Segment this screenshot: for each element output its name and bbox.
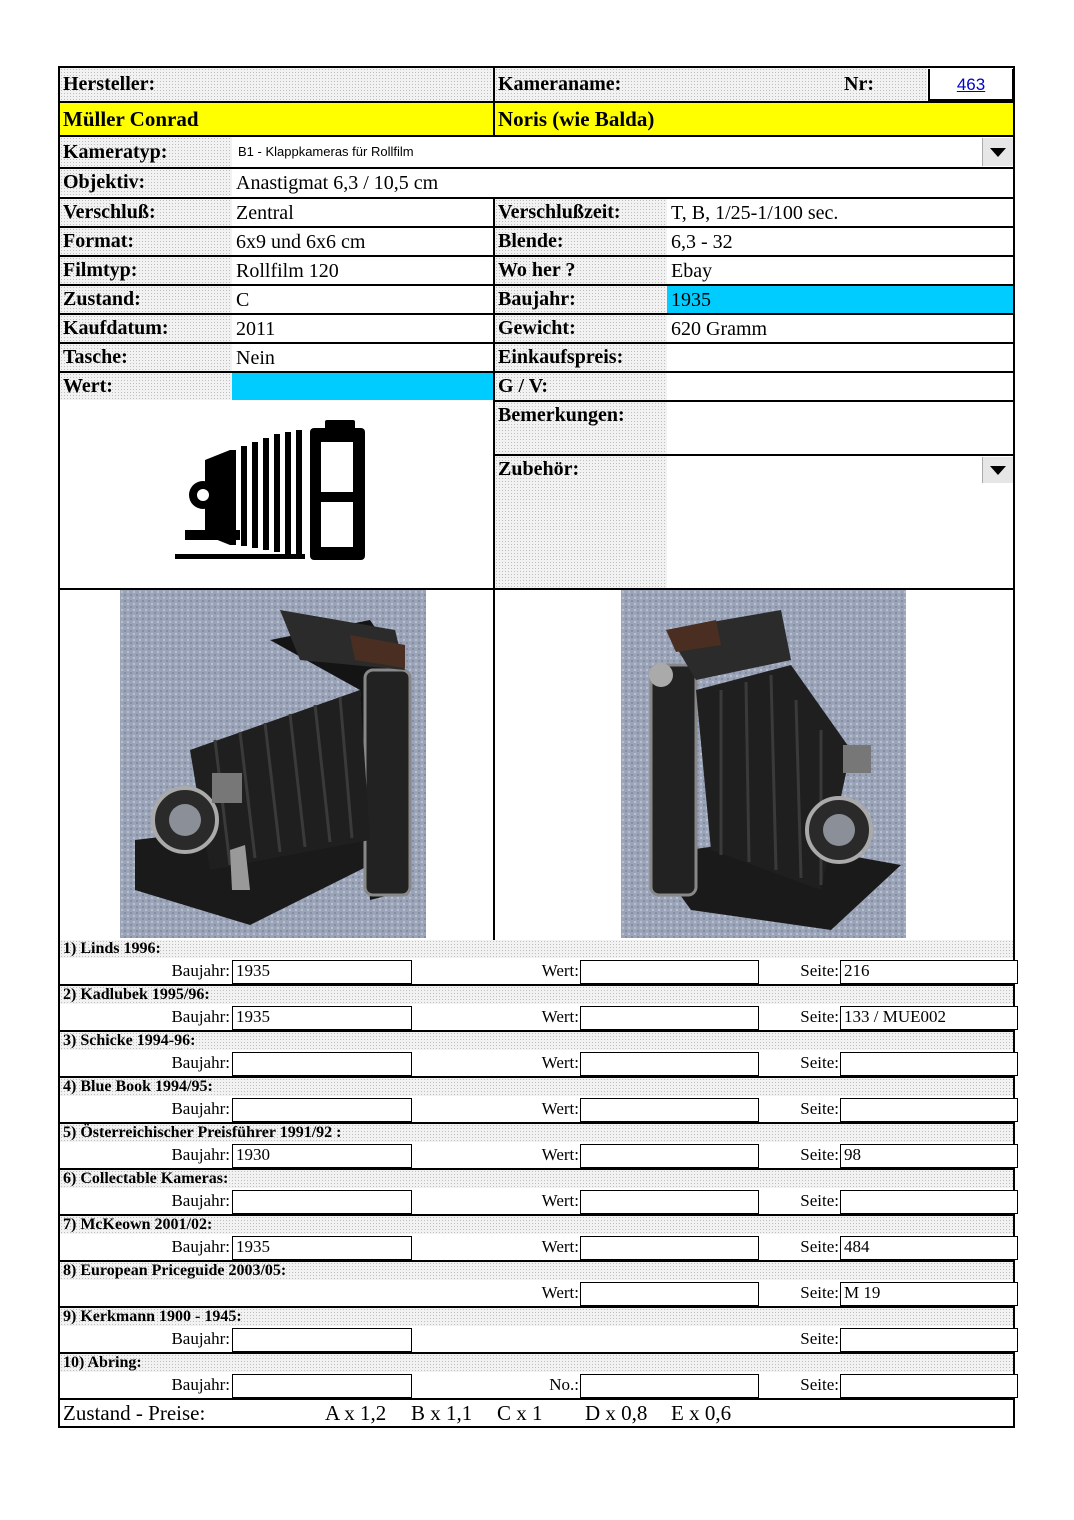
reference-wert-field[interactable] — [580, 1098, 759, 1122]
reference-wert-label: Wert: — [541, 1053, 579, 1072]
reference-baujahr-field[interactable]: 1935 — [232, 1006, 412, 1030]
reference-wert-label: Wert: — [541, 1099, 579, 1118]
reference-wert-field[interactable] — [580, 1190, 759, 1214]
nr-label: Nr: — [844, 73, 874, 95]
reference-title: 4) Blue Book 1994/95: — [60, 1078, 1013, 1096]
hersteller-value: Müller Conrad — [60, 103, 493, 135]
reference-baujahr-label: Baujahr: — [171, 1237, 230, 1256]
verschlusszeit-label: Verschlußzeit: — [495, 199, 667, 226]
reference-title: 5) Österreichischer Preisführer 1991/92 : — [60, 1124, 1013, 1142]
camera-photo-right — [621, 590, 906, 938]
kameratyp-label: Kameratyp: — [60, 137, 232, 167]
blende-value: 6,3 - 32 — [671, 231, 733, 253]
reference-seite-field[interactable] — [840, 1098, 1018, 1122]
reference-baujahr-field[interactable] — [232, 1374, 412, 1398]
filmtyp-label: Filmtyp: — [60, 257, 232, 284]
reference-seite-field[interactable]: 216 — [840, 960, 1018, 984]
reference-seite-label: Seite: — [800, 1099, 839, 1118]
reference-wert-label: Wert: — [541, 1237, 579, 1256]
reference-wert-label: Wert: — [541, 1007, 579, 1026]
reference-seite-label: Seite: — [800, 1053, 839, 1072]
wert-label: Wert: — [60, 373, 232, 400]
reference-baujahr-field[interactable] — [232, 1052, 412, 1076]
objektiv-value: Anastigmat 6,3 / 10,5 cm — [236, 172, 439, 194]
factor-b: B x 1,1 — [411, 1401, 473, 1425]
reference-seite-field[interactable]: 98 — [840, 1144, 1018, 1168]
reference-wert-field[interactable] — [580, 1236, 759, 1260]
objektiv-label: Objektiv: — [60, 169, 232, 196]
reference-baujahr-label: Baujahr: — [171, 1099, 230, 1118]
wert-value — [232, 373, 493, 400]
bemerkungen-label: Bemerkungen: — [495, 402, 667, 454]
reference-baujahr-label: Baujahr: — [171, 1053, 230, 1072]
kaufdatum-value: 2011 — [236, 318, 276, 340]
woher-value: Ebay — [671, 260, 713, 282]
reference-seite-label: Seite: — [800, 1329, 839, 1348]
reference-title: 1) Linds 1996: — [60, 940, 1013, 958]
reference-wert-label: Wert: — [541, 1145, 579, 1164]
chevron-down-icon[interactable] — [982, 457, 1013, 483]
reference-seite-label: Seite: — [800, 1237, 839, 1256]
kameraname-value: Noris (wie Balda) — [495, 103, 1013, 135]
reference-baujahr-label: Baujahr: — [171, 1145, 230, 1164]
kameratyp-select[interactable] — [232, 137, 1013, 167]
reference-wert-label: Wert: — [541, 1191, 579, 1210]
reference-wert-label: Wert: — [541, 961, 579, 980]
nr-value[interactable]: 463 — [928, 69, 1014, 101]
zustand-label: Zustand: — [60, 286, 232, 313]
reference-seite-label: Seite: — [800, 1375, 839, 1394]
reference-seite-field[interactable] — [840, 1374, 1018, 1398]
baujahr-label: Baujahr: — [495, 286, 667, 313]
reference-baujahr-field[interactable] — [232, 1328, 412, 1352]
reference-title: 6) Collectable Kameras: — [60, 1170, 1013, 1188]
reference-baujahr-field[interactable]: 1930 — [232, 1144, 412, 1168]
gv-label: G / V: — [495, 373, 667, 400]
reference-title: 3) Schicke 1994-96: — [60, 1032, 1013, 1050]
kameraname-label: Kameraname: — [495, 68, 927, 101]
format-label: Format: — [60, 228, 232, 255]
reference-baujahr-label: Baujahr: — [171, 1329, 230, 1348]
tasche-label: Tasche: — [60, 344, 232, 371]
reference-wert-field[interactable] — [580, 1144, 759, 1168]
reference-title: 9) Kerkmann 1900 - 1945: — [60, 1308, 1013, 1326]
format-value: 6x9 und 6x6 cm — [236, 231, 366, 253]
reference-baujahr-field[interactable] — [232, 1098, 412, 1122]
hersteller-label: Hersteller: — [60, 68, 493, 101]
kameratyp-value: B1 - Klappkameras für Rollfilm — [238, 144, 414, 159]
gewicht-label: Gewicht: — [495, 315, 667, 342]
reference-seite-field[interactable]: M 19 — [840, 1282, 1018, 1306]
reference-baujahr-field[interactable]: 1935 — [232, 960, 412, 984]
einkaufspreis-label: Einkaufspreis: — [495, 344, 667, 371]
einkaufspreis-value — [667, 344, 1013, 371]
camera-record-sheet — [58, 66, 1015, 1428]
reference-wert-field[interactable] — [580, 1282, 759, 1306]
reference-wert-field[interactable] — [580, 1006, 759, 1030]
reference-title: 2) Kadlubek 1995/96: — [60, 986, 1013, 1004]
gv-value — [667, 373, 1013, 400]
reference-seite-label: Seite: — [800, 1283, 839, 1302]
zustand-preise-row — [60, 1398, 1013, 1428]
gewicht-value: 620 Gramm — [671, 318, 768, 340]
reference-baujahr-field[interactable]: 1935 — [232, 1236, 412, 1260]
factor-d: D x 0,8 — [585, 1401, 648, 1425]
woher-label: Wo her ? — [495, 257, 667, 284]
filmtyp-value: Rollfilm 120 — [236, 260, 339, 282]
factor-e: E x 0,6 — [671, 1401, 732, 1425]
kaufdatum-label: Kaufdatum: — [60, 315, 232, 342]
chevron-down-icon[interactable] — [982, 138, 1013, 166]
reference-baujahr-label: Baujahr: — [171, 1375, 230, 1394]
reference-baujahr-field[interactable] — [232, 1190, 412, 1214]
reference-seite-field[interactable] — [840, 1190, 1018, 1214]
reference-wert-field[interactable] — [580, 1052, 759, 1076]
reference-seite-label: Seite: — [800, 1145, 839, 1164]
verschluss-value: Zentral — [236, 202, 294, 224]
reference-seite-label: Seite: — [800, 1007, 839, 1026]
folding-camera-clipart — [175, 420, 370, 570]
zustand-value: C — [236, 289, 250, 311]
verschluss-label: Verschluß: — [60, 199, 232, 226]
reference-wert-label: Wert: — [541, 1283, 579, 1302]
reference-seite-field[interactable] — [840, 1328, 1018, 1352]
reference-baujahr-label: Baujahr: — [171, 1191, 230, 1210]
factor-c: C x 1 — [497, 1401, 543, 1425]
bemerkungen-value — [667, 402, 1013, 454]
reference-seite-label: Seite: — [800, 961, 839, 980]
reference-wert-field[interactable] — [580, 1374, 759, 1398]
zubehoer-select[interactable] — [667, 456, 1013, 588]
reference-seite-field[interactable]: 484 — [840, 1236, 1018, 1260]
reference-wert-field[interactable] — [580, 960, 759, 984]
reference-seite-field[interactable] — [840, 1052, 1018, 1076]
zustand-preise-label: Zustand - Preise: — [63, 1401, 206, 1425]
baujahr-value: 1935 — [667, 286, 1013, 313]
reference-seite-label: Seite: — [800, 1191, 839, 1210]
factor-a: A x 1,2 — [325, 1401, 387, 1425]
reference-seite-field[interactable]: 133 / MUE002 — [840, 1006, 1018, 1030]
zubehoer-label: Zubehör: — [495, 456, 667, 588]
verschlusszeit-value: T, B, 1/25-1/100 sec. — [671, 202, 839, 224]
reference-baujahr-label: Baujahr: — [171, 961, 230, 980]
reference-title: 8) European Priceguide 2003/05: — [60, 1262, 1013, 1280]
tasche-value: Nein — [236, 347, 275, 369]
reference-baujahr-label: Baujahr: — [171, 1007, 230, 1026]
camera-photo-left — [120, 590, 426, 938]
reference-title: 7) McKeown 2001/02: — [60, 1216, 1013, 1234]
zubehoer-value — [667, 459, 671, 481]
reference-wert-label: No.: — [549, 1375, 579, 1394]
reference-title: 10) Abring: — [60, 1354, 1013, 1372]
blende-label: Blende: — [495, 228, 667, 255]
